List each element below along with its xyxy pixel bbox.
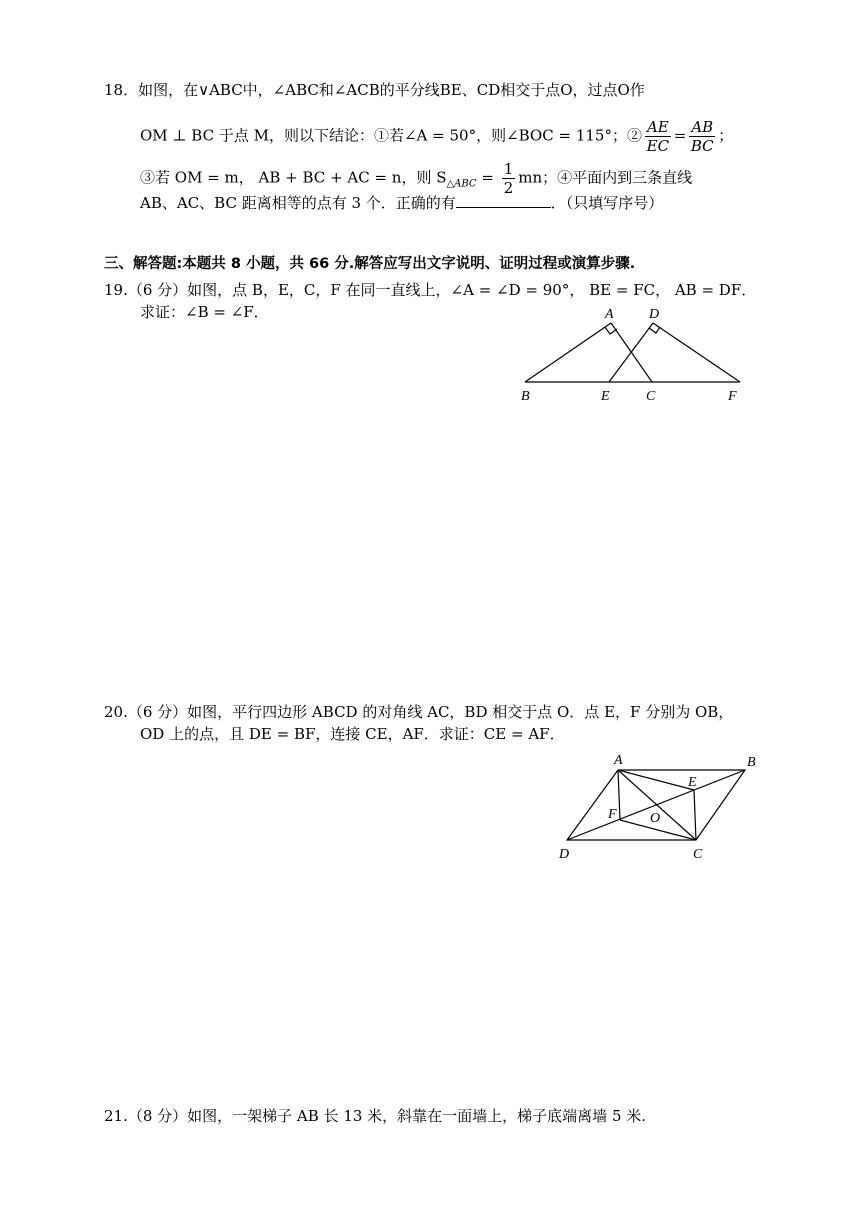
fraction-ab-bc — [689, 118, 715, 155]
fraction-denominator: EC — [646, 137, 670, 155]
segment-af — [618, 770, 620, 820]
label-c: C — [693, 847, 703, 862]
q18-line-2 — [140, 118, 733, 155]
q20-line-1: 20.（6 分）如图，平行四边形 ABCD 的对角线 AC，BD 相交于点 O．点 E，F 分别为 OB， — [104, 703, 734, 721]
label-a: A — [605, 307, 614, 322]
label-b: B — [521, 389, 530, 404]
label-a: A — [614, 753, 623, 768]
right-angle-mark-d — [649, 327, 660, 333]
label-e: E — [688, 775, 697, 790]
q18-line-4-text: AB、AC、BC 距离相等的点有 3 个．正确的有 — [140, 194, 456, 212]
area-subscript: △ABC — [446, 178, 477, 190]
q18-line-2-text: OM ⊥ BC 于点 M，则以下结论：①若∠A = 50°，则∠BOC = 115°；② — [140, 126, 642, 145]
q20-line-2: OD 上的点，且 DE = BF，连接 CE，AF．求证：CE = AF． — [140, 725, 565, 743]
fraction-denominator: BC — [690, 137, 714, 155]
label-d: D — [649, 307, 660, 322]
fraction-numerator: AB — [691, 118, 714, 136]
q19-figure — [515, 300, 755, 410]
label-f: F — [608, 807, 617, 822]
q18-line-3-end: mn；④平面内到三条直线 — [518, 168, 693, 187]
label-c: C — [646, 389, 656, 404]
label-e: E — [601, 389, 610, 404]
fraction-denominator: 2 — [503, 179, 514, 197]
q18-line-1: 18．如图，在∨ABC中，∠ABC和∠ACB的平分线BE、CD相交于点O，过点O作 — [104, 81, 645, 99]
equals-sign: = — [673, 126, 687, 145]
line-df — [653, 323, 740, 382]
segment-ce — [694, 790, 696, 840]
answer-blank[interactable] — [456, 192, 551, 208]
label-f: F — [728, 389, 737, 404]
q20-figure — [550, 748, 770, 868]
semicolon: ； — [718, 126, 734, 145]
label-o: O — [650, 811, 661, 826]
fraction-ae-ec — [645, 118, 671, 155]
line-ba — [525, 323, 611, 382]
q18-line-4-end: ．（只填写序号） — [550, 194, 664, 212]
q18-line-3-text: ③若 OM = m， AB + BC + AC = n，则 S — [140, 168, 447, 187]
equals-sign: = — [476, 168, 499, 187]
fraction-numerator: 1 — [503, 160, 514, 178]
q19-line-2: 求证：∠B = ∠F． — [140, 303, 269, 321]
q19-line-1: 19.（6 分）如图，点 B，E，C，F 在同一直线上，∠A = ∠D = 90°， BE = FC， AB = DF． — [104, 281, 757, 299]
label-d: D — [559, 847, 570, 862]
fraction-numerator: AE — [646, 118, 669, 136]
label-b: B — [747, 755, 756, 770]
q18-line-4 — [140, 192, 663, 213]
section-heading: 三、解答题:本题共 8 小题，共 66 分.解答应写出文字说明、证明过程或演算步骤. — [104, 256, 636, 272]
q21-line-1: 21.（8 分）如图，一架梯子 AB 长 13 米，斜靠在一面墙上，梯子底端离墙 5 米. — [104, 1107, 647, 1125]
